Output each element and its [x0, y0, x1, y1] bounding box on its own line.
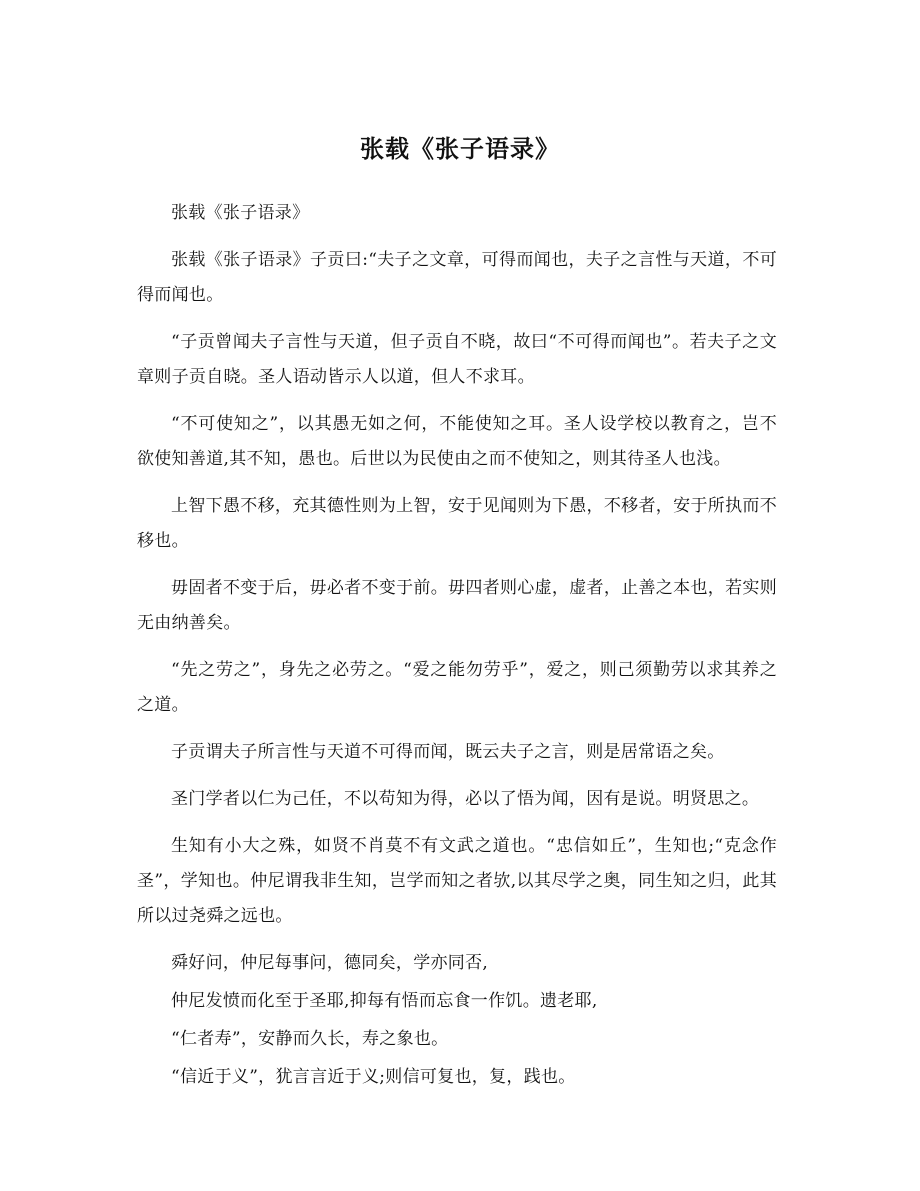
paragraph: 子贡谓夫子所言性与天道不可得而闻，既云夫子之言，则是居常语之矣。 [171, 742, 725, 762]
document-title: 张载《张子语录》 [360, 134, 560, 163]
paragraph: 毋固者不变于后，毋必者不变于前。毋四者则心虚，虚者，止善之本也，若实则无由纳善矣。 [137, 578, 777, 633]
paragraph: “不可使知之”，以其愚无如之何，不能使知之耳。圣人设学校以教育之，岂不欲使知善道,其不知，愚也。后世以为民使由之而不使知之，则其待圣人也浅。 [137, 414, 777, 469]
paragraph: 圣门学者以仁为己任，不以苟知为得，必以了悟为闻，因有是说。明贤思之。 [171, 789, 760, 809]
paragraph: “先之劳之”，身先之必劳之。“爱之能勿劳乎”，爱之，则己须勤劳以求其养之之道。 [137, 660, 777, 715]
paragraph: 张载《张子语录》子贡曰:“夫子之文章，可得而闻也，夫子之言性与天道，不可得而闻也。 [137, 250, 777, 305]
paragraph: 舜好问，仲尼每事问，德同矣，学亦同否, [171, 953, 489, 973]
document-body [137, 196, 777, 1098]
paragraph: “信近于义”，犹言言近于义;则信可复也，复，践也。 [171, 1067, 576, 1087]
paragraph: “仁者寿”，安静而久长，寿之象也。 [171, 1029, 449, 1049]
paragraph: 仲尼发愤而化至于圣耶,抑每有悟而忘食一作饥。遗老耶, [171, 991, 598, 1011]
paragraph: 上智下愚不移，充其德性则为上智，安于见闻则为下愚，不移者，安于所执而不移也。 [137, 496, 777, 551]
paragraph: 生知有小大之殊，如贤不肖莫不有文武之道也。“忠信如丘”，生知也;“克念作圣”，学知也。仲尼谓我非生知，岂学而知之者欤,以其尽学之奥，同生知之归，此其所以过尧舜之远也。 [137, 836, 777, 926]
paragraph: “子贡曾闻夫子言性与天道，但子贡自不晓，故曰“不可得而闻也”。若夫子之文章则子贡自晓。圣人语动皆示人以道，但人不求耳。 [137, 332, 777, 387]
paragraph: 张载《张子语录》 [171, 203, 310, 223]
